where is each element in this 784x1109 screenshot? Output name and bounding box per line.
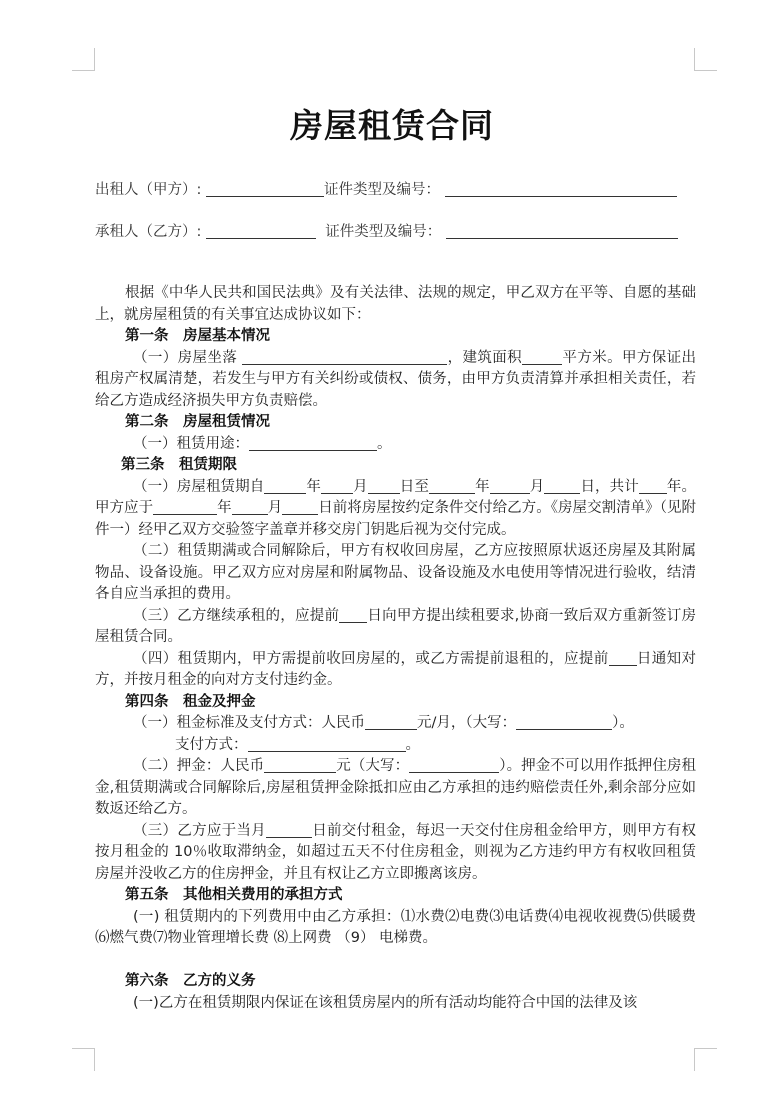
lessee-line (95, 220, 678, 241)
article-3-clause-2: （二）租赁期满或合同解除后，甲方有权收回房屋，乙方应按照原状返还房屋及其附属物品、设备设施。甲乙双方应对房屋和附属物品、设备设施及水电使用等情况进行验收，结清各自应当承担的费用。 (95, 543, 696, 602)
article-4-clause-3 (95, 821, 696, 886)
article-4-clause-2 (95, 756, 696, 821)
clause-text: 日前交付租金，每迟一天交付住房租金给甲方，则甲方有权按月租金的 10％收取滞纳金，如超过五天不付住房租金，则视为乙方违约甲方有权收回租赁房屋并没收乙方的住房押金，并且有权让乙方立即搬离该房。 (95, 822, 697, 882)
lessee-blank (206, 224, 316, 239)
article-3-heading: 第三条 租赁期限 (121, 457, 237, 473)
lessor-label: 出租人（甲方）: (95, 182, 202, 198)
lessor-id-label: 证件类型及编号： (324, 182, 440, 198)
clause-text: ）。 (612, 715, 634, 731)
clause-text: 共计 (609, 478, 639, 495)
lessee-id-blank (446, 224, 678, 239)
article-5-clause-1: (一) 租赁期内的下列费用中由乙方承担：⑴水费⑵电费⑶电话费⑷电视收视费⑸供暖费⑹燃气费⑺物业管理增长费 ⑻上网费 （9） 电梯费。 (95, 908, 696, 946)
lessor-line (95, 178, 677, 199)
clause-text: 日通知对方，并按月租金的向对方支付违约金。 (95, 650, 697, 688)
clause-text: 。 (377, 435, 392, 452)
location-blank (242, 349, 447, 365)
rent-amount-blank (365, 714, 417, 730)
article-5-heading: 第五条 其他相关费用的承担方式 (125, 887, 343, 903)
contract-body (95, 283, 696, 1014)
start-month-blank (321, 478, 353, 494)
clause-text: 日至 (399, 478, 429, 495)
article-6-clause-1: (一)乙方在租赁期限内保证在该租赁房屋内的所有活动均能符合中国的法律及该 (133, 994, 638, 1011)
crop-mark-bottom-left (72, 1048, 95, 1071)
deposit-amount-blank (264, 757, 336, 773)
start-year-blank (264, 478, 306, 494)
clause-text: 年 (475, 478, 490, 495)
clause-text: 年。甲方应于 (95, 478, 697, 516)
handover-year-blank (153, 499, 217, 515)
intro-paragraph: 根据《中华人民共和国民法典》及有关法律、法规的规定，甲乙双方在平等、自愿的基础上，就房屋租赁的有关事宜达成协议如下： (95, 285, 696, 323)
start-day-blank (368, 478, 400, 494)
clause-text: 。 (405, 736, 420, 753)
article-3-clause-1 (95, 477, 696, 542)
article-2-clause-1 (95, 434, 696, 456)
area-blank (522, 349, 562, 365)
clause-text: 年 (217, 500, 232, 516)
clause-text: 日， (580, 478, 610, 495)
article-1-clause-1 (95, 348, 696, 413)
payment-method-line (95, 735, 696, 757)
clause-text: （四）租赁期内，甲方需提前收回房屋的，或乙方需提前退租的，应提前 (133, 650, 609, 667)
end-day-blank (544, 478, 580, 494)
article-4-clause-1 (95, 713, 696, 735)
spacer (95, 950, 696, 972)
lessee-label: 承租人（乙方）: (95, 224, 202, 240)
rent-words-blank (516, 714, 612, 730)
article-3-clause-3 (95, 606, 696, 649)
clause-text: 日前将房屋按约定条件交付给乙方。《房屋交割清单》（见附件一）经甲乙双方交验签字盖章并移交房门钥匙后视为交付完成。 (95, 500, 697, 538)
end-year-blank (429, 478, 475, 494)
usage-blank (249, 435, 377, 451)
clause-text: 年 (306, 478, 322, 495)
handover-day-blank (282, 499, 318, 515)
total-years-blank (639, 478, 667, 494)
article-2-heading: 第二条 房屋租赁情况 (125, 414, 270, 430)
renewal-days-blank (339, 607, 367, 623)
lessee-id-label: 证件类型及编号： (325, 224, 442, 240)
document-title: 房屋租赁合同 (290, 106, 494, 145)
clause-text: 元/月，（大写： (417, 715, 517, 731)
notice-days-blank (609, 650, 637, 666)
article-6-heading: 第六条 乙方的义务 (125, 973, 256, 989)
clause-text: （一）租金标准及支付方式：人民币 (133, 715, 365, 731)
crop-mark-top-left (72, 48, 95, 71)
rent-due-day-blank (266, 822, 312, 838)
lessor-blank (206, 182, 324, 197)
handover-month-blank (232, 499, 268, 515)
clause-text: 月 (267, 500, 283, 516)
crop-mark-top-right (694, 48, 717, 71)
clause-text: 月 (353, 478, 368, 495)
clause-text: （二）押金：人民币 (133, 758, 265, 774)
clause-text: 平方米。甲方保证出租房产权属清楚，若发生与甲方有关纠纷或债权、债务，由甲方负责清算并承担相关责任，若给乙方造成经济损失甲方负责赔偿。 (95, 349, 697, 409)
deposit-words-blank (409, 757, 499, 773)
clause-text: （三）乙方应于当月 (133, 822, 266, 839)
article-1-heading: 第一条 房屋基本情况 (125, 328, 270, 344)
clause-text: 元（大写： (336, 758, 410, 774)
clause-text: （一）房屋坐落 (133, 349, 238, 366)
clause-text: （一）房屋租赁期自 (133, 478, 265, 495)
clause-text: 日向甲方提出续租要求,协商一致后双方重新签订房屋租赁合同。 (95, 607, 697, 645)
crop-mark-bottom-right (694, 1048, 717, 1071)
clause-text: ）。押金不可以用作抵押住房租金,租赁期满或合同解除后,房屋租赁押金除抵扣应由乙方承担的违约赔偿责任外,剩余部分应如数返还给乙方。 (95, 758, 697, 817)
clause-text: （一）租赁用途： (133, 435, 249, 452)
article-4-heading: 第四条 租金及押金 (125, 693, 256, 710)
lessor-id-blank (445, 182, 677, 197)
article-3-clause-4 (95, 649, 696, 692)
payment-method-blank (248, 736, 406, 752)
clause-text: 月 (529, 478, 545, 495)
end-month-blank (490, 478, 530, 494)
clause-text: （三）乙方继续承租的，应提前 (133, 607, 340, 624)
clause-text: 支付方式： (175, 736, 248, 753)
clause-text: ，建筑面积 (447, 349, 523, 366)
